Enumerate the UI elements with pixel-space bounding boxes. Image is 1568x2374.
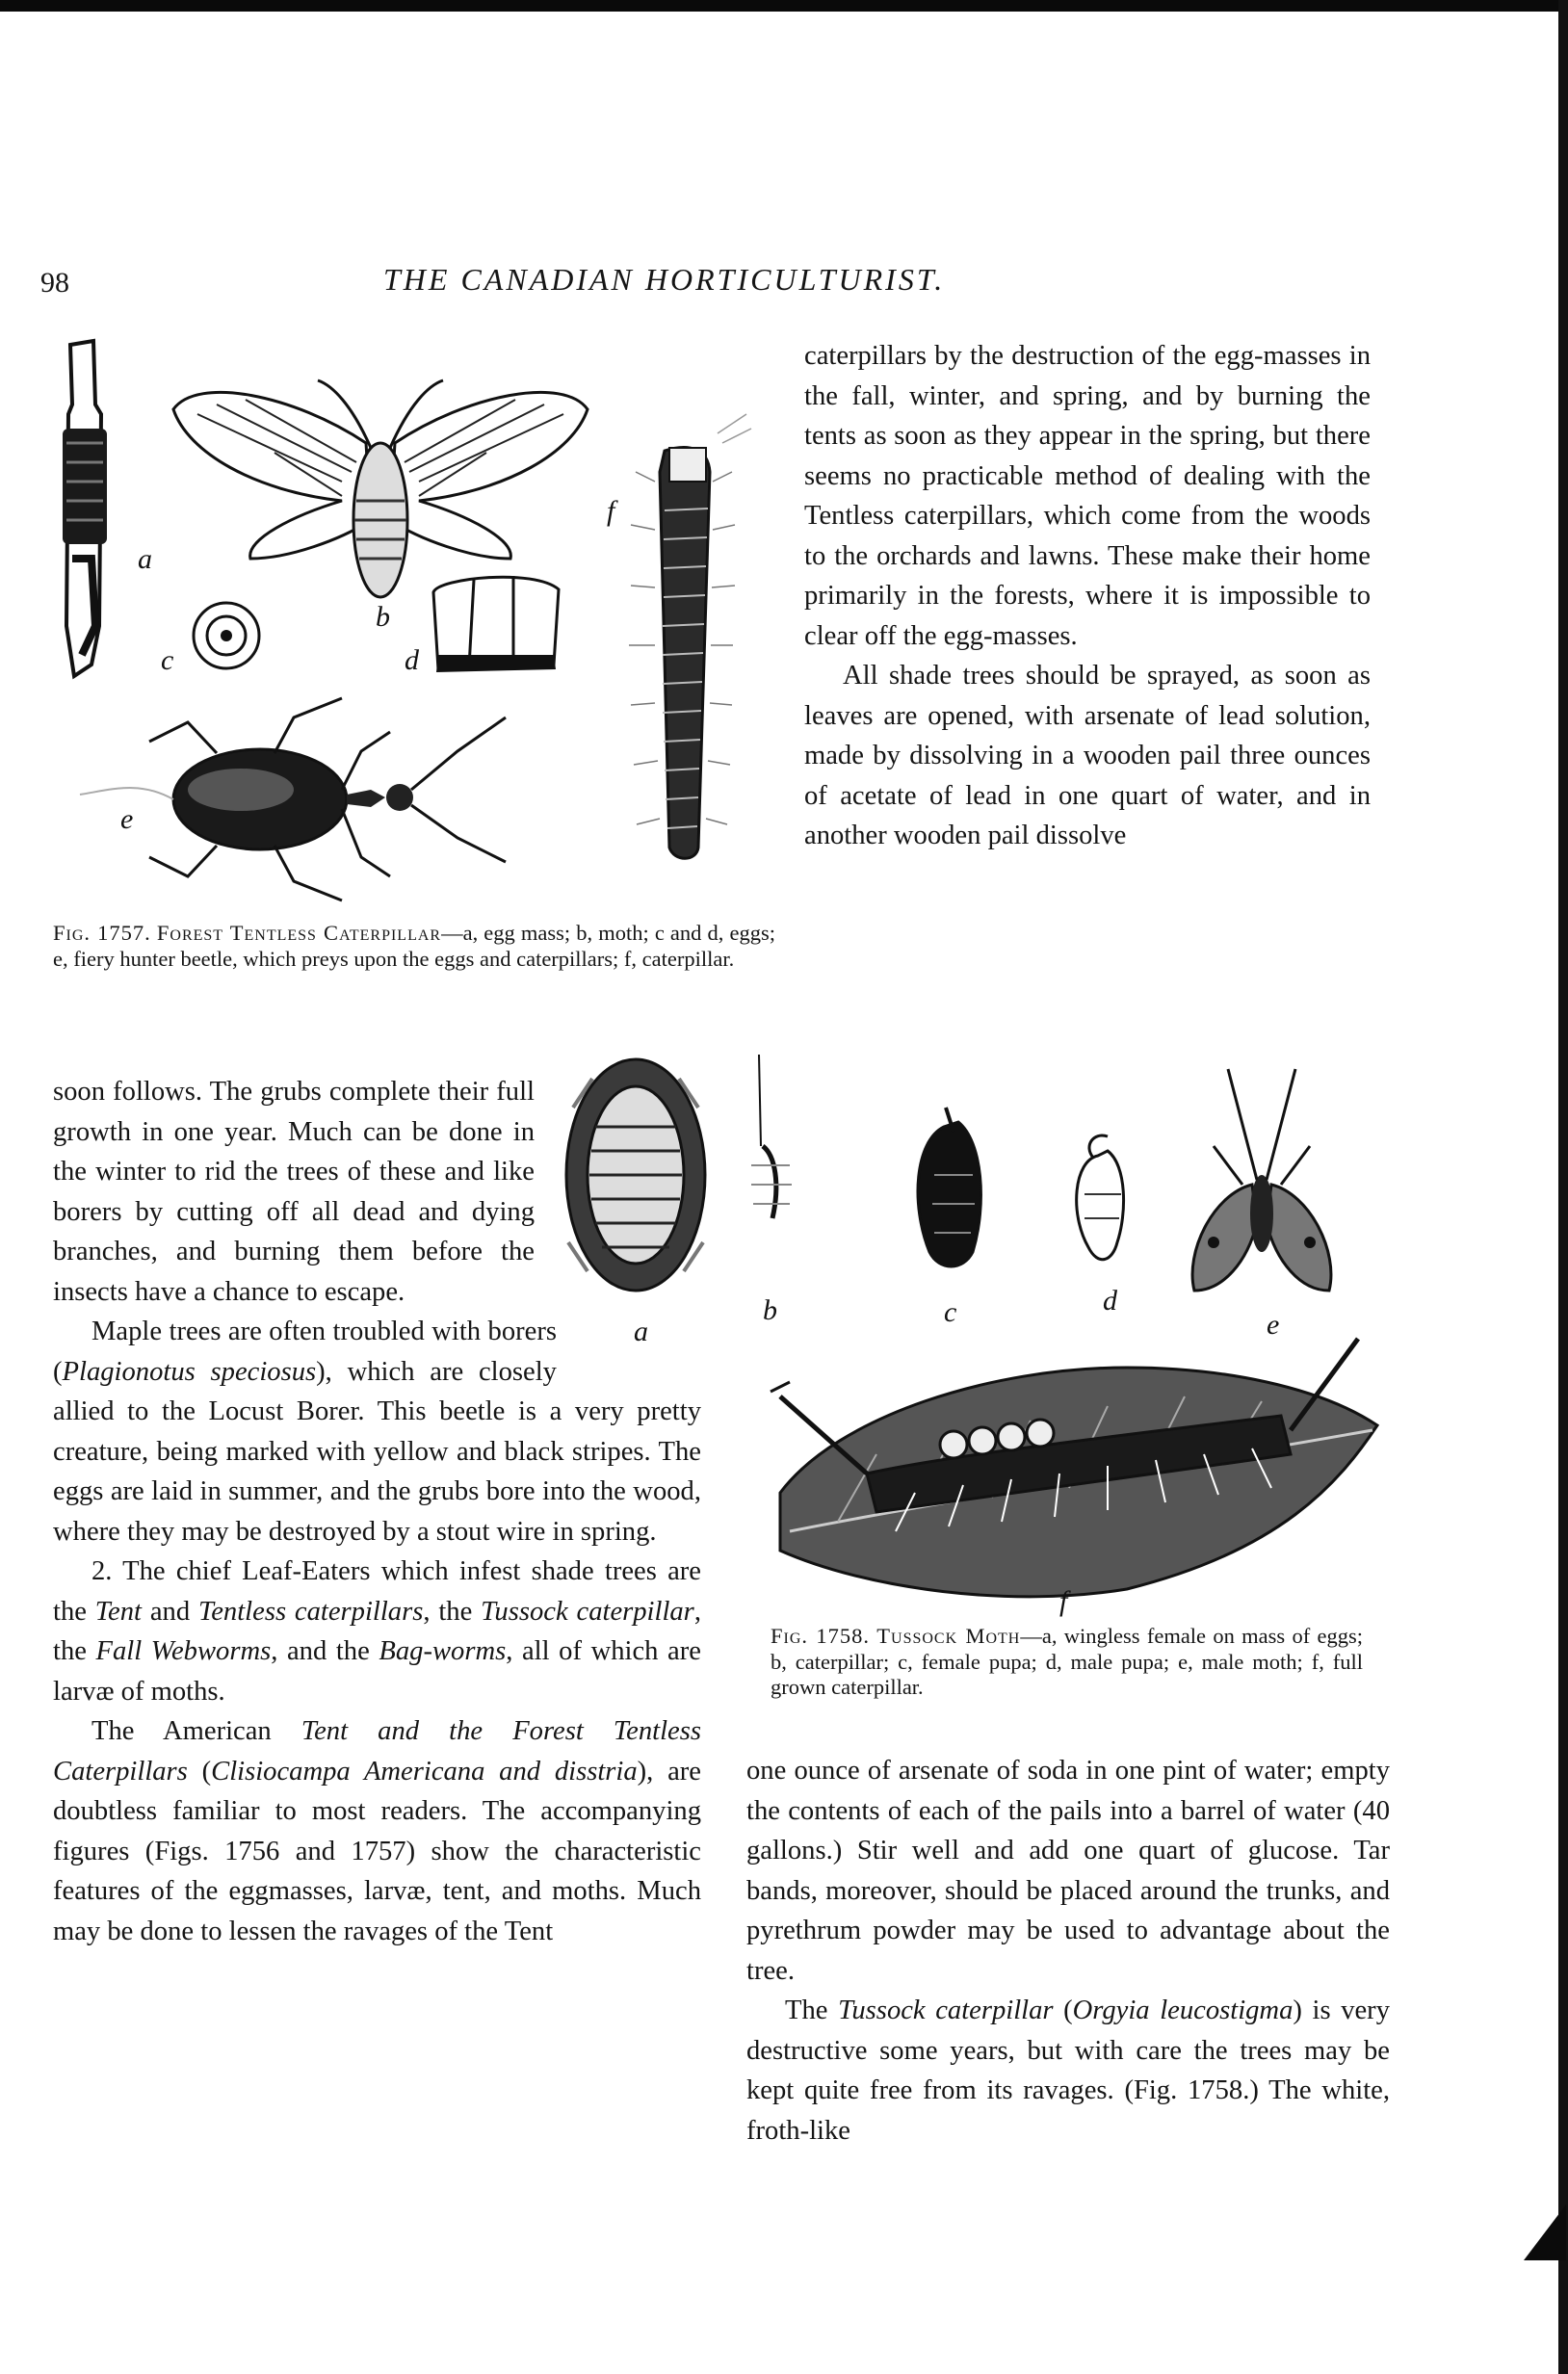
- male-pupa-drawing: [1077, 1135, 1124, 1260]
- paragraph: caterpillars by the destruction of the egg-masses in the fall, winter, and spring, and by burning the tents as soon as they appear in the spring, but there seems no practicable method of dealing with the Tentless caterpillars, which come from the woods to the orchards and lawns. These make their home primarily in the forests, where it is impossible to clear off the egg-masses.: [804, 341, 1371, 651]
- text-run: ) is very destructive some years, but with care the trees may be kept quite free from its ravages. (Fig. 1758.) The white, froth-like: [746, 1996, 1390, 2146]
- text-run: ), are doubtless familiar to most readers. The accompanying figures (Figs. 1756 and 1757) show the characteristic features of the eggmasses, larvæ, tent, and moths. Much may be done to lessen the ravages of the Tent: [53, 1756, 701, 1946]
- page-corner-mark: [1524, 2204, 1566, 2260]
- fig1757-label-b: b: [376, 601, 390, 633]
- paragraph-text: soon follows. The grubs complete their full growth in one year. Much can be done in the winter to rid the trees of these and like borers by cutting off all dead and dying branches, and burning them before the insects have a chance to escape.: [53, 1077, 535, 1307]
- paragraph: [53, 1711, 701, 1951]
- text-run: , all of which are larvæ of moths.: [53, 1636, 701, 1707]
- italic-term: Bag-worms: [379, 1636, 507, 1666]
- paragraph: [746, 1991, 1390, 2151]
- text-run: 2. The chief Leaf-Eaters which infest shade trees are the: [53, 1556, 701, 1627]
- fig1758-label-d: d: [1103, 1285, 1117, 1317]
- paragraph: one ounce of arsenate of soda in one pint of water; empty the contents of each of the pails into a barrel of water (40 gallons.) Stir well and add one quart of glucose. Tar bands, moreover, should be placed around the trunks, and pyrethrum powder may be used to advantage about the tree.: [746, 1756, 1390, 1986]
- italic-term: Tent and the Forest Tentless Caterpillars: [53, 1716, 701, 1787]
- moth-drawing: [173, 380, 588, 597]
- running-head: THE CANADIAN HORTICULTURIST.: [383, 262, 946, 297]
- fig1758-caption-number: Fig. 1758.: [771, 1624, 870, 1648]
- italic-term: Tussock caterpillar: [481, 1596, 694, 1627]
- right-column-bottom-text: [746, 1751, 1390, 2151]
- figure-wrap-spacer: [557, 1072, 701, 1380]
- species-name: Orgyia leucostigma: [1072, 1996, 1294, 2025]
- text-run: and: [142, 1596, 198, 1627]
- fig1758-label-f: f: [1059, 1585, 1068, 1617]
- fig1757-caption-number: Fig. 1757.: [53, 921, 151, 945]
- female-pupa-drawing: [918, 1108, 980, 1266]
- fig1758-label-a: a: [634, 1316, 648, 1347]
- figure-1757-caption: [53, 921, 775, 972]
- eggs-cluster-drawing: [433, 576, 559, 672]
- text-run: The American: [91, 1716, 301, 1746]
- italic-term: Tussock caterpillar: [838, 1996, 1054, 2025]
- fig1758-caption-title: Tussock Moth: [876, 1624, 1021, 1648]
- species-name: Plagionotus speciosus: [62, 1356, 317, 1387]
- left-column-text: [53, 1072, 701, 1951]
- small-caterpillar-drawing: [751, 1055, 792, 1218]
- text-run: (: [187, 1756, 212, 1787]
- italic-term: Tentless caterpillars: [197, 1596, 424, 1627]
- caterpillar-drawing: [629, 414, 751, 858]
- egg-drawing: [194, 603, 259, 668]
- paragraph: [53, 1072, 535, 1312]
- italic-term: Tent: [94, 1596, 142, 1627]
- male-moth-drawing: [1192, 1069, 1331, 1291]
- hunter-beetle-drawing: [80, 698, 506, 900]
- egg-mass-twig-drawing: [63, 341, 107, 676]
- paragraph: All shade trees should be sprayed, as soon as leaves are opened, with arsenate of lead solution, made by dissolving in a wooden pail three ounces of acetate of lead in one quart of water, and in another wooden pail dissolve: [804, 661, 1371, 850]
- right-column-top-text: [804, 336, 1371, 856]
- text-run: Maple trees are often troubled with borers (: [53, 1317, 557, 1387]
- fig1757-label-f: f: [607, 495, 615, 527]
- text-run: (: [1053, 1996, 1073, 2025]
- fig1758-caption-body: —a, wingless female on mass of eggs; b, caterpillar; c, female pupa; d, male pupa; e, male moth; f, full grown caterpillar.: [771, 1624, 1364, 1699]
- species-name: Clisiocampa Americana and disstria: [211, 1756, 638, 1787]
- text-run: , the: [423, 1596, 482, 1627]
- leaf-with-caterpillar-drawing: [771, 1339, 1377, 1597]
- scan-right-border: [1558, 0, 1568, 2374]
- fig1757-label-a: a: [138, 543, 152, 575]
- text-run: , the: [53, 1596, 701, 1666]
- page-number: 98: [40, 267, 69, 299]
- paragraph: [53, 1552, 701, 1711]
- fig1758-label-c: c: [944, 1296, 957, 1328]
- fig1757-label-d: d: [405, 644, 419, 676]
- fig1757-caption-body: —a, egg mass; b, moth; c and d, eggs; e, fiery hunter beetle, which preys upon the eggs and caterpillars; f, caterpillar.: [53, 921, 776, 971]
- figure-1757-illustration: [53, 337, 795, 915]
- text-run: , and the: [271, 1636, 379, 1666]
- fig1758-label-e: e: [1267, 1309, 1280, 1341]
- fig1757-label-c: c: [161, 644, 174, 676]
- figure-1758-caption: [771, 1624, 1363, 1701]
- italic-term: Fall Webworms: [95, 1636, 272, 1666]
- fig1758-label-b: b: [763, 1294, 777, 1326]
- text-run: The: [785, 1996, 839, 2025]
- fig1757-label-e: e: [120, 803, 134, 835]
- scan-top-border: [0, 0, 1568, 12]
- text-run: ), which are closely allied to the Locust Borer. This beetle is a very pretty creature, being marked with yellow and black stripes. The eggs are laid in summer, and the grubs bore into the wood, where they may be destroyed by a stout wire in spring.: [53, 1356, 701, 1547]
- fig1757-caption-title: Forest Tentless Caterpillar: [156, 921, 442, 945]
